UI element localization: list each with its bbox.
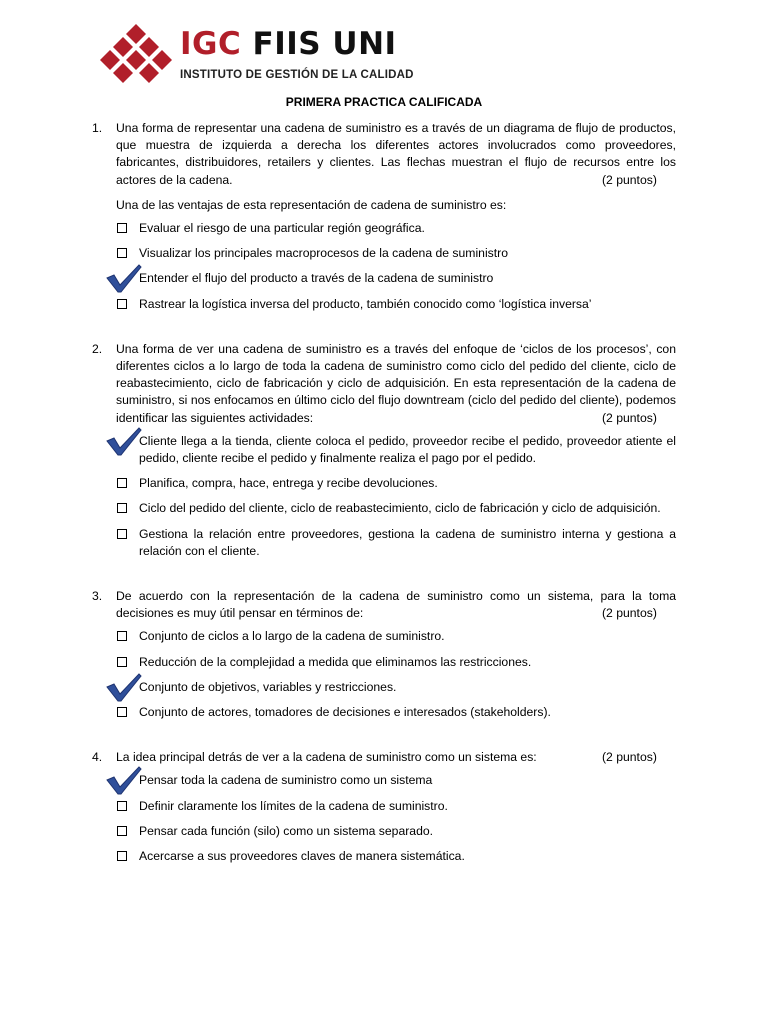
- option-item[interactable]: [116, 270, 676, 287]
- option-label: Definir claramente los límites de la cadena de suministro.: [139, 798, 448, 813]
- brand-name: [180, 26, 397, 62]
- checkbox-icon[interactable]: [117, 826, 127, 836]
- questions-list: [92, 120, 676, 893]
- options-list: [92, 628, 676, 721]
- brand-rest: FIIS UNI: [252, 26, 397, 62]
- option-label: Conjunto de actores, tomadores de decisiones e interesados (stakeholders).: [139, 705, 551, 720]
- option-item[interactable]: [116, 296, 676, 313]
- header: [96, 22, 426, 88]
- question-statement: Una forma de representar una cadena de suministro es a través de un diagrama de flujo de productos, que muestra de izquierda a derecha los diferentes actores involucrados como proveedores, fabricantes, distribuidores, retailers y clientes. Las flechas muestran el flujo de recursos entre los actores de la cadena.: [116, 121, 676, 187]
- option-label: Visualizar los principales macroprocesos de la cadena de suministro: [139, 246, 508, 261]
- question-text: [116, 341, 676, 427]
- option-item[interactable]: [116, 679, 676, 696]
- option-item[interactable]: [116, 798, 676, 815]
- question-points: (2 puntos): [602, 750, 657, 765]
- checkmark-icon: [105, 673, 143, 703]
- question-number: 3.: [92, 589, 103, 604]
- question-points: (2 puntos): [602, 606, 657, 621]
- option-item[interactable]: [116, 245, 676, 262]
- option-item[interactable]: [116, 526, 676, 560]
- question-text-row: [92, 749, 676, 766]
- option-item[interactable]: [116, 220, 676, 237]
- checkbox-icon[interactable]: [117, 851, 127, 861]
- option-label: Pensar cada función (silo) como un sistema separado.: [139, 823, 434, 838]
- option-label: Cliente llega a la tienda, cliente coloca el pedido, proveedor recibe el pedido, proveedor atiente el pedido, cliente recibe el pedido y finalmente realiza el pago por el pedido.: [139, 433, 676, 466]
- option-label: Conjunto de objetivos, variables y restricciones.: [139, 679, 397, 694]
- question-statement: Una forma de ver una cadena de suministro es a través del enfoque de ‘ciclos de los procesos’, con diferentes ciclos a lo largo de toda la cadena de suministro como ciclo del pedido del cliente, ciclo de reabastecimiento, ciclo de fabricación y ciclo de adquisición. En esta representación de la cadena de suministro, si nos enfocamos en último ciclo del flujo downtream (ciclo del pedido del cliente), podemos identificar las siguientes actividades:: [116, 341, 676, 425]
- question-text: [116, 749, 676, 766]
- checkbox-icon[interactable]: [117, 503, 127, 513]
- question-3: [92, 588, 676, 721]
- checkbox-icon[interactable]: [117, 801, 127, 811]
- question-number: 1.: [92, 121, 103, 135]
- option-item[interactable]: [116, 475, 676, 492]
- checkbox-icon[interactable]: [117, 529, 127, 539]
- option-label: Conjunto de ciclos a lo largo de la cadena de suministro.: [139, 629, 445, 644]
- checkbox-icon[interactable]: [117, 707, 127, 717]
- option-item[interactable]: [116, 433, 676, 467]
- checkbox-icon[interactable]: [117, 478, 127, 488]
- option-item[interactable]: [116, 654, 676, 671]
- option-label: Planifica, compra, hace, entrega y recibe devoluciones.: [139, 476, 438, 491]
- question-1: [92, 120, 676, 313]
- question-2: [92, 341, 676, 560]
- diamond-logo-icon: [96, 22, 176, 84]
- option-label: Reducción de la complejidad a medida que eliminamos las restricciones.: [139, 654, 532, 669]
- page-title: PRIMERA PRACTICA CALIFICADA: [285, 95, 483, 109]
- option-item[interactable]: [116, 628, 676, 645]
- options-list: [92, 772, 676, 865]
- checkmark-icon: [105, 766, 143, 796]
- checkmark-icon: [105, 427, 143, 457]
- option-label: Acercarse a sus proveedores claves de manera sistemática.: [139, 849, 465, 864]
- brand-subtitle: INSTITUTO DE GESTIÓN DE LA CALIDAD: [180, 69, 414, 81]
- question-statement: De acuerdo con la representación de la cadena de suministro como un sistema, para la toma decisiones es muy útil pensar en términos de:: [116, 589, 676, 621]
- checkbox-icon[interactable]: [117, 657, 127, 667]
- option-label: Gestiona la relación entre proveedores, gestiona la cadena de suministro interna y gestiona a relación con el cliente.: [139, 526, 676, 558]
- option-item[interactable]: [116, 772, 676, 789]
- question-text-row: [92, 588, 676, 622]
- option-item[interactable]: [116, 500, 676, 517]
- question-text: [116, 588, 676, 622]
- option-label: Entender el flujo del producto a través de la cadena de suministro: [139, 271, 494, 286]
- checkbox-icon[interactable]: [117, 223, 127, 233]
- question-number: 4.: [92, 750, 103, 765]
- checkbox-icon[interactable]: [117, 299, 127, 309]
- option-item[interactable]: [116, 704, 676, 721]
- question-text: [116, 120, 676, 189]
- option-label: Evaluar el riesgo de una particular región geográfica.: [139, 221, 425, 236]
- checkmark-icon: [105, 264, 143, 294]
- question-text-row: [92, 341, 676, 427]
- question-subprompt: Una de las ventajas de esta representación de cadena de suministro es:: [116, 197, 507, 212]
- brand-igc: IGC: [180, 26, 242, 62]
- question-number: 2.: [92, 341, 103, 356]
- option-label: Ciclo del pedido del cliente, ciclo de reabastecimiento, ciclo de fabricación y ciclo de adquisición.: [139, 501, 661, 516]
- question-text-row: [92, 120, 676, 189]
- question-4: [92, 749, 676, 865]
- options-list: [92, 433, 676, 560]
- question-points: (2 puntos): [602, 410, 657, 425]
- option-label: Pensar toda la cadena de suministro como un sistema: [139, 773, 433, 788]
- checkbox-icon[interactable]: [117, 248, 127, 258]
- option-label: Rastrear la logística inversa del producto, también conocido como ‘logística inversa’: [139, 296, 592, 311]
- question-points: (2 puntos): [602, 172, 657, 187]
- question-statement: La idea principal detrás de ver a la cadena de suministro como un sistema es:: [116, 750, 537, 765]
- option-item[interactable]: [116, 823, 676, 840]
- option-item[interactable]: [116, 848, 676, 865]
- options-list: [92, 220, 676, 313]
- checkbox-icon[interactable]: [117, 631, 127, 641]
